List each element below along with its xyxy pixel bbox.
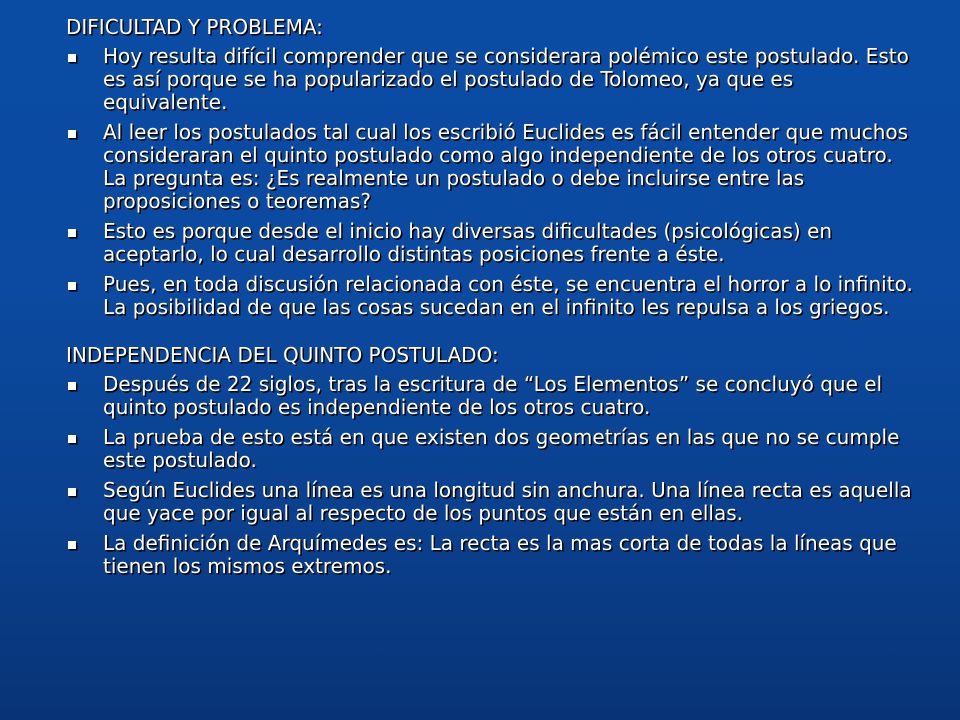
list-item	[66, 479, 916, 525]
list-item-text: Pues, en toda discusión relacionada con éste, se encuentra el horror a lo infinito. La posibilidad de que las cosas sucedan en el infinito les repulsa a los griegos.	[103, 272, 913, 319]
list-item	[66, 373, 916, 419]
list-item	[66, 220, 916, 266]
list-item	[66, 45, 916, 114]
bullet-list-independencia	[66, 373, 916, 578]
list-item-text: La prueba de esto está en que existen dos geometrías en las que no se cumple este postulado.	[103, 425, 900, 472]
square-bullet-icon	[68, 382, 76, 390]
list-item-text: La definición de Arquímedes es: La recta es la mas corta de todas la líneas que tienen los mismos extremos.	[103, 531, 897, 578]
list-item	[66, 426, 916, 472]
square-bullet-icon	[68, 54, 76, 62]
list-item-text: Según Euclides una línea es una longitud sin anchura. Una línea recta es aquella que yace por igual al respecto de los puntos que están en ellas.	[103, 478, 912, 525]
square-bullet-icon	[68, 229, 76, 237]
list-item-text: Hoy resulta difícil comprender que se considerara polémico este postulado. Esto es así porque se ha popularizado el postulado de Tolomeo, ya que es equivalente.	[103, 44, 909, 114]
square-bullet-icon	[68, 282, 76, 290]
section-heading-independencia: INDEPENDENCIA DEL QUINTO POSTULADO:	[66, 343, 499, 367]
section-heading-dificultad: DIFICULTAD Y PROBLEMA:	[66, 15, 323, 39]
list-item	[66, 532, 916, 578]
slide-content	[66, 16, 916, 585]
list-item-text: Después de 22 siglos, tras la escritura de “Los Elementos” se concluyó que el quinto postulado es independiente de los otros cuatro.	[103, 372, 883, 419]
list-item-text: Esto es porque desde el inicio hay diversas dificultades (psicológicas) en aceptarlo, lo cual desarrollo distintas posiciones frente a éste.	[103, 219, 833, 266]
square-bullet-icon	[68, 541, 76, 549]
list-item	[66, 121, 916, 213]
square-bullet-icon	[68, 130, 76, 138]
square-bullet-icon	[68, 435, 76, 443]
list-item-text: Al leer los postulados tal cual los escribió Euclides es fácil entender que muchos consideraran el quinto postulado como algo independiente de los otros cuatro. La pregunta es: ¿Es realmente un postulado o debe incluirse entre las proposiciones o teoremas?	[103, 120, 909, 213]
bullet-list-dificultad	[66, 45, 916, 319]
list-item	[66, 273, 916, 319]
square-bullet-icon	[68, 488, 76, 496]
